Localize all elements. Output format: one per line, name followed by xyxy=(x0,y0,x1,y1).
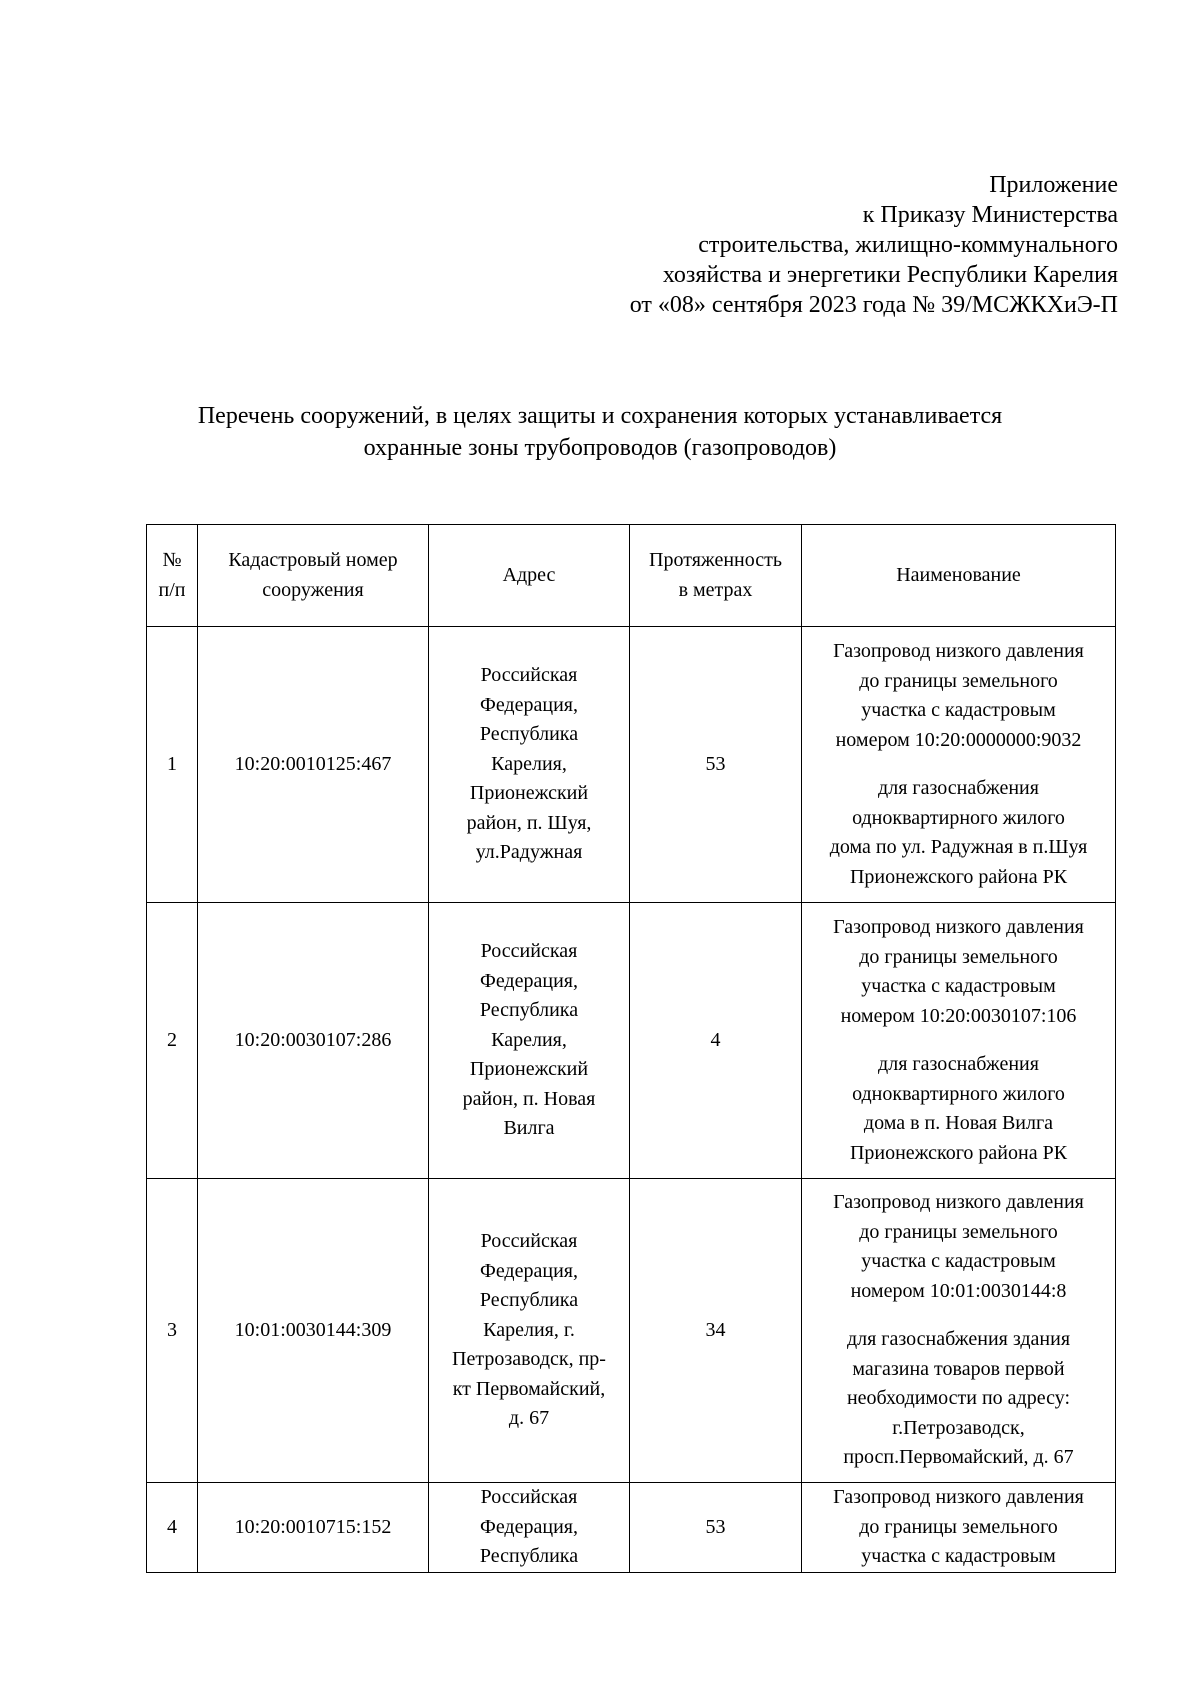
table-row xyxy=(147,627,1116,903)
cell-address: Российская Федерация, Республика xyxy=(429,1483,630,1573)
cell-length: 53 xyxy=(630,627,802,903)
appendix-line: к Приказу Министерства xyxy=(862,202,1118,228)
cell-num: 1 xyxy=(147,627,198,903)
cell-name xyxy=(802,903,1116,1179)
cell-num: 2 xyxy=(147,903,198,1179)
cell-cadastral: 10:20:0010125:467 xyxy=(198,627,429,903)
cell-cadastral: 10:20:0010715:152 xyxy=(198,1483,429,1573)
document-title xyxy=(0,400,1200,464)
cell-cadastral: 10:01:0030144:309 xyxy=(198,1179,429,1483)
title-line: охранные зоны трубопроводов (газопроводов) xyxy=(363,435,837,461)
cell-num: 3 xyxy=(147,1179,198,1483)
appendix-line: строительства, жилищно-коммунального xyxy=(698,232,1118,258)
name-main: Газопровод низкого давления до границы земельного участка с кадастровым xyxy=(833,1486,1084,1567)
name-purpose: для газоснабжения одноквартирного жилого дома по ул. Радужная в п.Шуя Прионежского района РК xyxy=(829,777,1088,888)
cell-length: 34 xyxy=(630,1179,802,1483)
appendix-line: хозяйства и энергетики Республики Карелия xyxy=(662,262,1118,288)
appendix-line: Приложение xyxy=(989,172,1118,198)
name-purpose: для газоснабжения здания магазина товаров первой необходимости по адресу: г.Петрозаводск, просп.Первомайский, д. 67 xyxy=(843,1328,1074,1469)
cell-num: 4 xyxy=(147,1483,198,1573)
cell-name xyxy=(802,1483,1116,1573)
cell-name xyxy=(802,627,1116,903)
cell-length: 4 xyxy=(630,903,802,1179)
appendix-header xyxy=(630,170,1118,320)
title-line: Перечень сооружений, в целях защиты и сохранения которых устанавливается xyxy=(197,403,1003,429)
name-purpose: для газоснабжения одноквартирного жилого дома в п. Новая Вилга Прионежского района РК xyxy=(849,1053,1068,1164)
name-main: Газопровод низкого давления до границы земельного участка с кадастровым номером 10:20:0030107:106 xyxy=(833,916,1084,1027)
table-row xyxy=(147,1483,1116,1573)
table-row xyxy=(147,903,1116,1179)
cell-address: Российская Федерация, Республика Карелия, Прионежский район, п. Новая Вилга xyxy=(429,903,630,1179)
cell-length: 53 xyxy=(630,1483,802,1573)
appendix-line: от «08» сентября 2023 года № 39/МСЖКХиЭ-П xyxy=(629,292,1118,318)
header-num: № п/п xyxy=(147,525,198,627)
cell-cadastral: 10:20:0030107:286 xyxy=(198,903,429,1179)
structures-table xyxy=(146,524,1116,1573)
header-address: Адрес xyxy=(429,525,630,627)
cell-address: Российская Федерация, Республика Карелия, г. Петрозаводск, пр- кт Первомайский, д. 67 xyxy=(429,1179,630,1483)
table-header-row xyxy=(147,525,1116,627)
header-length: Протяженность в метрах xyxy=(630,525,802,627)
cell-name xyxy=(802,1179,1116,1483)
cell-address: Российская Федерация, Республика Карелия, Прионежский район, п. Шуя, ул.Радужная xyxy=(429,627,630,903)
table-row xyxy=(147,1179,1116,1483)
name-main: Газопровод низкого давления до границы земельного участка с кадастровым номером 10:20:0000000:9032 xyxy=(833,640,1084,751)
name-main: Газопровод низкого давления до границы земельного участка с кадастровым номером 10:01:0030144:8 xyxy=(833,1191,1084,1302)
header-name: Наименование xyxy=(802,525,1116,627)
header-cadastral: Кадастровый номер сооружения xyxy=(198,525,429,627)
